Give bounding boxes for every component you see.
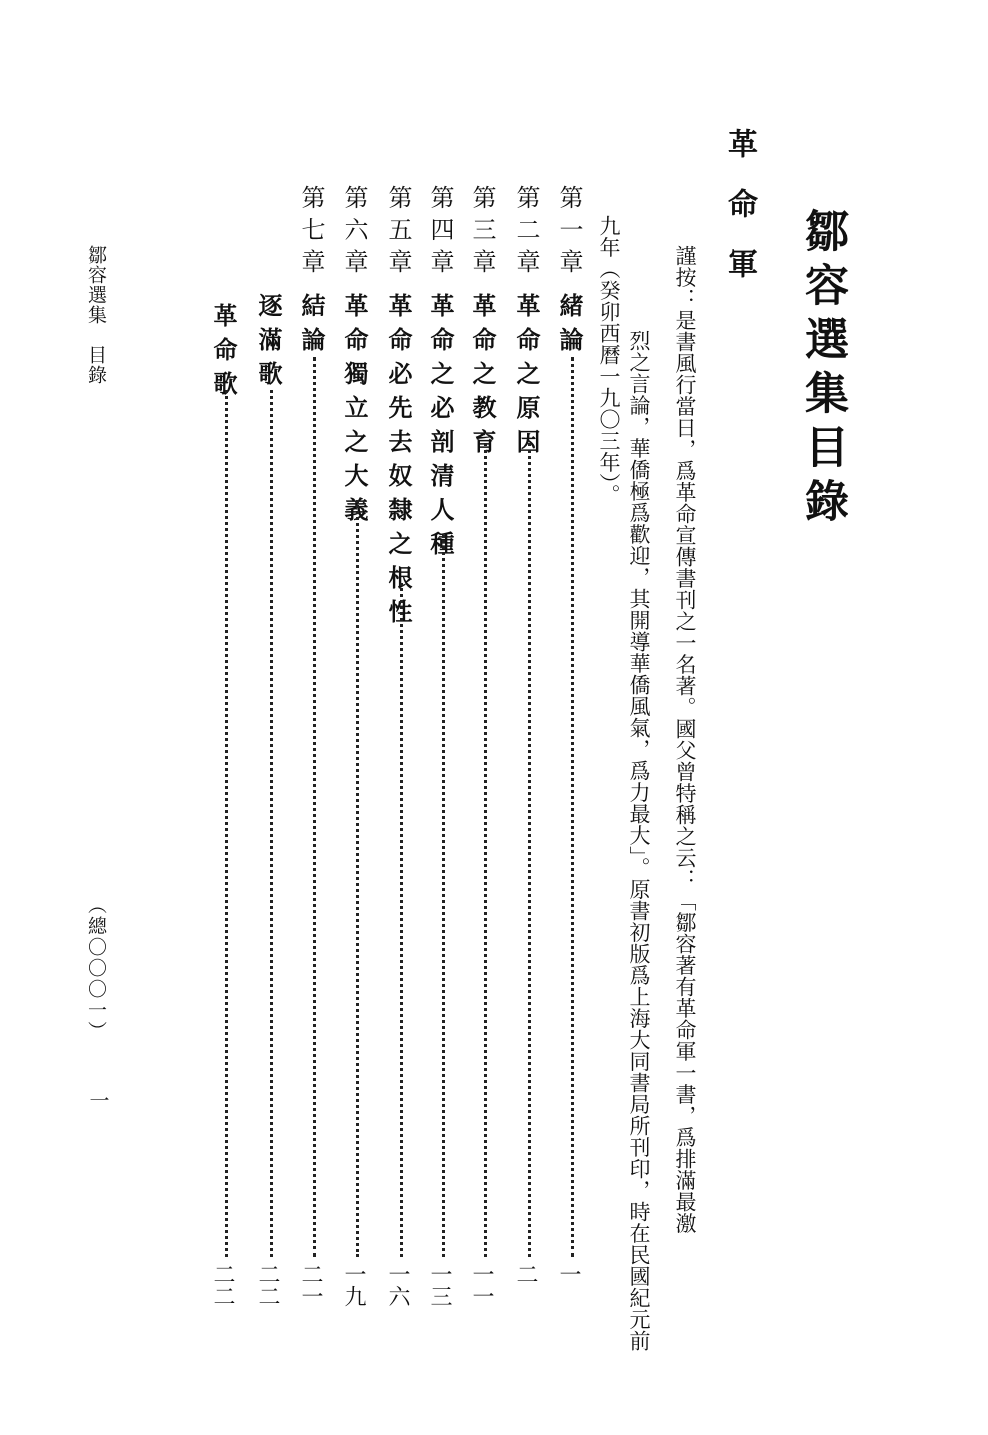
toc-leader-dots [270,390,273,1257]
toc-leader-dots [225,390,228,1257]
toc-chapter-label: 第一章 [555,185,583,281]
toc-title: 緒論 [555,293,584,361]
toc-entry-9 [211,185,245,1305]
toc-chapter-label: 第四章 [426,185,454,281]
toc-page-number: 二一 [298,1263,323,1307]
toc-leader-dots [356,500,359,1257]
toc-leader-dots [484,443,487,1257]
toc-leader-dots [528,443,531,1257]
toc-page-number: 一九 [341,1263,366,1307]
page-number: 一 [86,1090,110,1110]
toc-page-number: 一六 [385,1263,410,1307]
toc-entry-2 [514,185,548,1305]
toc-title: 逐滿歌 [254,293,283,395]
toc-page-number: 二 [513,1263,538,1285]
toc-title: 革命之必剖清人種 [426,293,455,565]
toc-leader-dots [571,357,574,1257]
toc-entry-3 [470,185,504,1305]
book-title: 鄒容選集目錄 [797,208,848,532]
toc-title: 革命必先去奴隸之根性 [384,293,413,633]
section-title: 革命軍 [722,128,757,308]
toc-entry-4 [428,185,462,1305]
toc-title: 革命獨立之大義 [340,293,369,531]
toc-title: 革命歌 [209,303,238,405]
toc-title: 結論 [297,293,326,361]
toc-chapter-label: 第二章 [512,185,540,281]
toc-entry-7 [299,185,333,1305]
toc-chapter-label: 第三章 [468,185,496,281]
toc-page-number: 一三 [427,1263,452,1307]
toc-entry-5 [386,185,420,1305]
toc-title: 革命之原因 [512,293,541,463]
toc-leader-dots [400,583,403,1257]
toc-leader-dots [442,535,445,1257]
toc-page-number: 二二 [210,1263,235,1307]
toc-leader-dots [313,357,316,1257]
editor-note-line-3: 九年（癸卯西曆一九〇三年）。 [597,215,621,506]
editor-note-line-1: 謹按：是書風行當日，爲革命宣傳書刊之一名著。國父曾特稱之云：「鄒容著有革命軍一書，爲排滿最激 [673,245,697,1234]
toc-page-number: 二二 [255,1263,280,1307]
running-head: 鄒容選集 目錄 [85,245,107,385]
toc-entry-8 [256,185,290,1305]
page-code: （總〇〇〇一） [85,895,107,1042]
toc-chapter-label: 第五章 [384,185,412,281]
toc-page-number: 一 [556,1263,581,1285]
editor-note-line-2: 烈之言論，華僑極爲歡迎，其開導華僑風氣，爲力最大」。原書初版爲上海大同書局所刊印，時在民國紀元前 [627,330,651,1352]
toc-chapter-label: 第七章 [297,185,325,281]
toc-page-number: 一一 [469,1263,494,1307]
toc-title: 革命之教育 [468,293,497,463]
toc-entry-6 [342,185,376,1305]
toc-entry-1 [557,185,591,1305]
toc-chapter-label: 第六章 [340,185,368,281]
